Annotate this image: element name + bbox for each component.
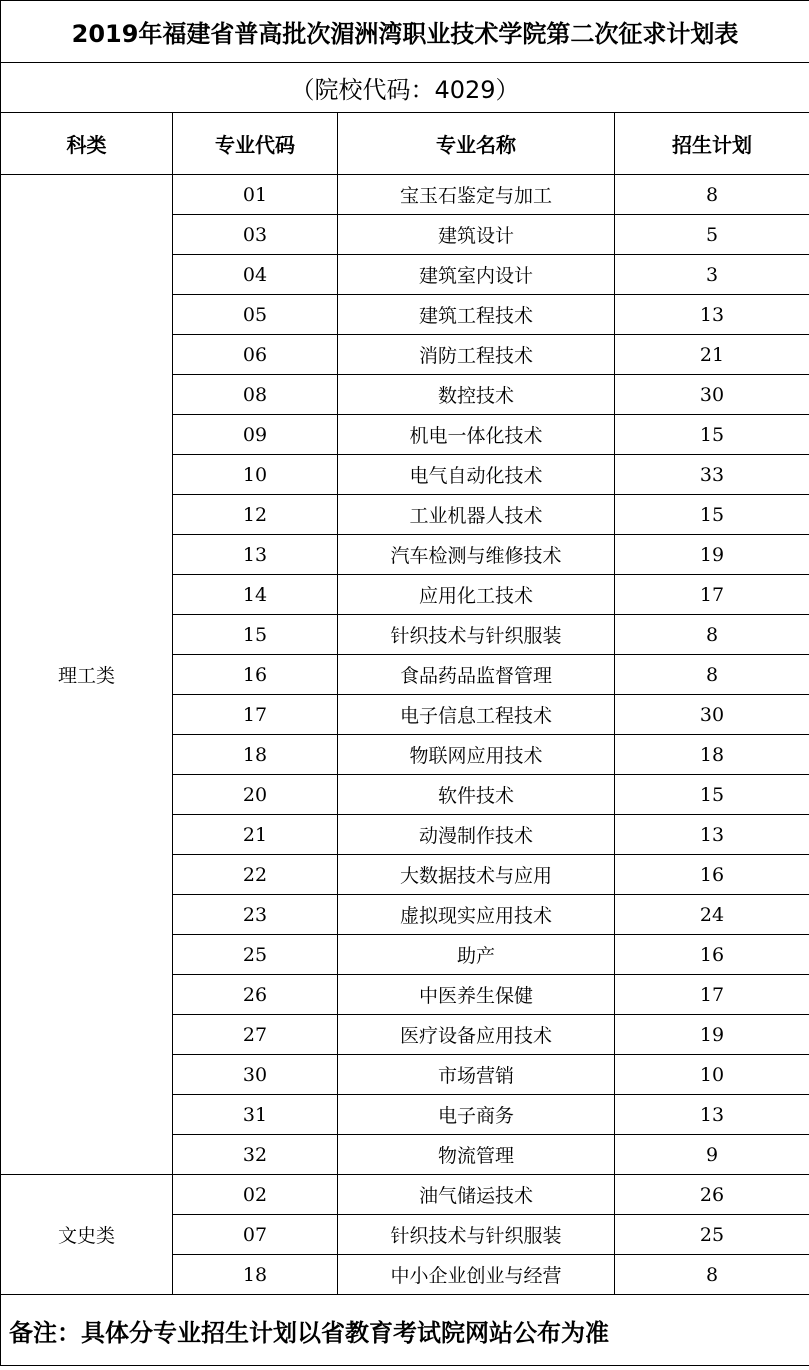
major-code-cell: 07: [173, 1215, 338, 1255]
major-code-cell: 30: [173, 1055, 338, 1095]
plan-cell: 16: [615, 855, 809, 895]
major-name-cell: 建筑工程技术: [338, 295, 615, 335]
major-name-cell: 市场营销: [338, 1055, 615, 1095]
major-code-cell: 04: [173, 255, 338, 295]
plan-cell: 18: [615, 735, 809, 775]
major-name-cell: 物流管理: [338, 1135, 615, 1175]
major-code-cell: 16: [173, 655, 338, 695]
major-name-cell: 建筑室内设计: [338, 255, 615, 295]
major-name-cell: 大数据技术与应用: [338, 855, 615, 895]
major-name-cell: 数控技术: [338, 375, 615, 415]
major-code-cell: 08: [173, 375, 338, 415]
major-name-cell: 针织技术与针织服装: [338, 615, 615, 655]
plan-cell: 25: [615, 1215, 809, 1255]
plan-cell: 8: [615, 655, 809, 695]
plan-cell: 13: [615, 1095, 809, 1135]
major-code-cell: 13: [173, 535, 338, 575]
header-category: 科类: [1, 113, 173, 175]
plan-cell: 24: [615, 895, 809, 935]
plan-cell: 17: [615, 575, 809, 615]
major-name-cell: 针织技术与针织服装: [338, 1215, 615, 1255]
major-name-cell: 物联网应用技术: [338, 735, 615, 775]
category-cell: 理工类: [1, 175, 173, 1175]
plan-cell: 13: [615, 295, 809, 335]
major-name-cell: 汽车检测与维修技术: [338, 535, 615, 575]
table-row: [1, 1175, 809, 1215]
major-code-cell: 09: [173, 415, 338, 455]
plan-cell: 16: [615, 935, 809, 975]
plan-cell: 33: [615, 455, 809, 495]
major-code-cell: 18: [173, 735, 338, 775]
note-row: [1, 1295, 809, 1366]
major-name-cell: 助产: [338, 935, 615, 975]
major-code-cell: 17: [173, 695, 338, 735]
header-major-name: 专业名称: [338, 113, 615, 175]
major-name-cell: 宝玉石鉴定与加工: [338, 175, 615, 215]
plan-cell: 15: [615, 415, 809, 455]
major-code-cell: 26: [173, 975, 338, 1015]
plan-cell: 9: [615, 1135, 809, 1175]
header-row: [1, 113, 809, 175]
plan-cell: 19: [615, 1015, 809, 1055]
plan-cell: 5: [615, 215, 809, 255]
major-name-cell: 建筑设计: [338, 215, 615, 255]
major-code-cell: 06: [173, 335, 338, 375]
table-title: 2019年福建省普高批次湄洲湾职业技术学院第二次征求计划表: [1, 1, 809, 63]
major-name-cell: 电气自动化技术: [338, 455, 615, 495]
plan-cell: 3: [615, 255, 809, 295]
plan-cell: 19: [615, 535, 809, 575]
header-plan: 招生计划: [615, 113, 809, 175]
major-code-cell: 02: [173, 1175, 338, 1215]
category-cell: 文史类: [1, 1175, 173, 1295]
plan-cell: 8: [615, 615, 809, 655]
major-code-cell: 32: [173, 1135, 338, 1175]
school-code: （院校代码：4029）: [1, 63, 809, 113]
major-code-cell: 21: [173, 815, 338, 855]
note-text: 备注：具体分专业招生计划以省教育考试院网站公布为准: [1, 1295, 809, 1366]
major-code-cell: 23: [173, 895, 338, 935]
major-code-cell: 01: [173, 175, 338, 215]
major-name-cell: 电子商务: [338, 1095, 615, 1135]
plan-cell: 17: [615, 975, 809, 1015]
plan-cell: 13: [615, 815, 809, 855]
major-code-cell: 15: [173, 615, 338, 655]
major-code-cell: 10: [173, 455, 338, 495]
major-code-cell: 18: [173, 1255, 338, 1295]
plan-cell: 15: [615, 775, 809, 815]
plan-cell: 10: [615, 1055, 809, 1095]
major-name-cell: 食品药品监督管理: [338, 655, 615, 695]
major-code-cell: 31: [173, 1095, 338, 1135]
major-name-cell: 动漫制作技术: [338, 815, 615, 855]
major-name-cell: 中医养生保健: [338, 975, 615, 1015]
major-name-cell: 机电一体化技术: [338, 415, 615, 455]
major-name-cell: 中小企业创业与经营: [338, 1255, 615, 1295]
plan-cell: 30: [615, 695, 809, 735]
major-code-cell: 25: [173, 935, 338, 975]
major-name-cell: 油气储运技术: [338, 1175, 615, 1215]
plan-cell: 8: [615, 1255, 809, 1295]
major-name-cell: 工业机器人技术: [338, 495, 615, 535]
major-name-cell: 消防工程技术: [338, 335, 615, 375]
subtitle-row: [1, 63, 809, 113]
major-name-cell: 应用化工技术: [338, 575, 615, 615]
table-row: [1, 175, 809, 215]
plan-cell: 8: [615, 175, 809, 215]
table-body: [1, 1, 809, 1366]
major-name-cell: 医疗设备应用技术: [338, 1015, 615, 1055]
plan-cell: 15: [615, 495, 809, 535]
major-name-cell: 虚拟现实应用技术: [338, 895, 615, 935]
plan-cell: 26: [615, 1175, 809, 1215]
major-code-cell: 27: [173, 1015, 338, 1055]
major-code-cell: 22: [173, 855, 338, 895]
plan-cell: 30: [615, 375, 809, 415]
major-name-cell: 软件技术: [338, 775, 615, 815]
title-row: [1, 1, 809, 63]
major-code-cell: 20: [173, 775, 338, 815]
major-code-cell: 05: [173, 295, 338, 335]
plan-cell: 21: [615, 335, 809, 375]
header-major-code: 专业代码: [173, 113, 338, 175]
major-code-cell: 12: [173, 495, 338, 535]
major-name-cell: 电子信息工程技术: [338, 695, 615, 735]
major-code-cell: 14: [173, 575, 338, 615]
major-code-cell: 03: [173, 215, 338, 255]
